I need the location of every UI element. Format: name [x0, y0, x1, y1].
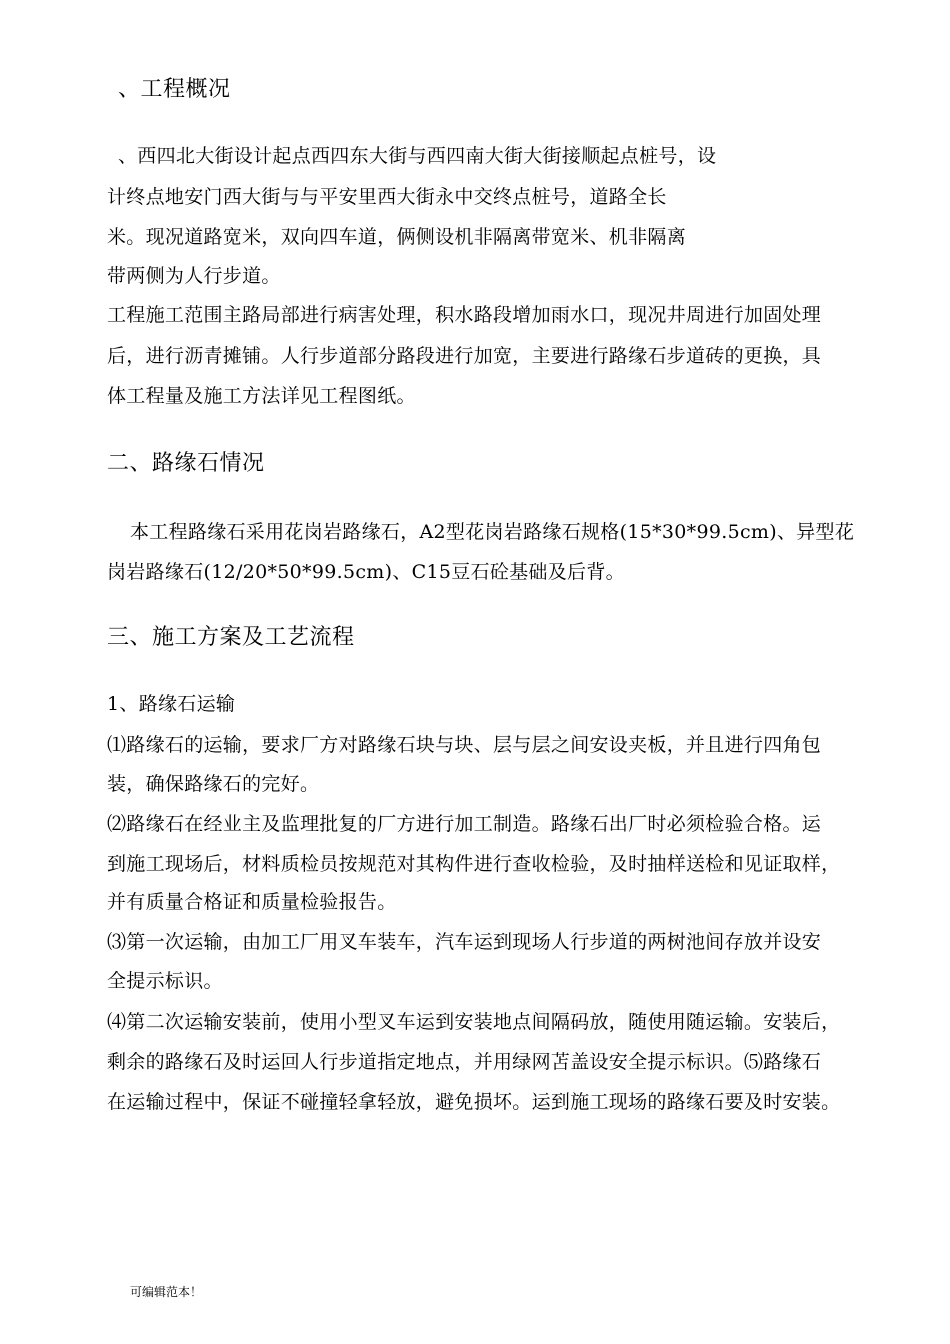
section-heading-construction-plan: 三、施工方案及工艺流程 — [107, 625, 355, 650]
footer-note: 可编辑范本！ — [130, 1285, 203, 1299]
paragraph-line: 计终点地安门西大街与与平安里西大街永中交终点桩号，道路全长 — [107, 186, 667, 208]
paragraph-line: 并有质量合格证和质量检验报告。 — [107, 891, 397, 913]
paragraph-line: 带两侧为人行步道。 — [107, 265, 281, 287]
paragraph-line: ⑴路缘石的运输，要求厂方对路缘石块与块、层与层之间安设夹板，并且进行四角包 — [107, 734, 822, 756]
paragraph-line: 工程施工范围主路局部进行病害处理，积水路段增加雨水口，现况井周进行加固处理 — [107, 304, 822, 326]
paragraph-line: ⑶第一次运输，由加工厂用叉车装车，汽车运到现场人行步道的两树池间存放并设安 — [107, 931, 822, 953]
paragraph-line: 米。现况道路宽米，双向四车道，俩侧设机非隔离带宽米、机非隔离 — [107, 226, 687, 248]
paragraph-line: 后，进行沥青摊铺。人行步道部分路段进行加宽，主要进行路缘石步道砖的更换，具 — [107, 345, 822, 367]
paragraph-line: ⑷第二次运输安装前，使用小型叉车运到安装地点间隔码放，随使用随运输。安装后， — [107, 1011, 841, 1033]
paragraph-line: 到施工现场后，材料质检员按规范对其构件进行查收检验，及时抽样送检和见证取样， — [107, 853, 841, 875]
paragraph-line: 装，确保路缘石的完好。 — [107, 773, 320, 795]
section-heading-overview: 、工程概况 — [118, 77, 231, 102]
paragraph-line: 岗岩路缘石(12/20*50*99.5cm)、C15豆石砼基础及后背。 — [107, 561, 625, 583]
paragraph-line: 剩余的路缘石及时运回人行步道指定地点，并用绿网苫盖设安全提示标识。⑸路缘石 — [107, 1051, 822, 1073]
paragraph-line: 、西四北大街设计起点西四东大街与西四南大街大街接顺起点桩号，设 — [118, 145, 717, 167]
paragraph-line: ⑵路缘石在经业主及监理批复的厂方进行加工制造。路缘石出厂时必须检验合格。运 — [107, 813, 822, 835]
paragraph-line: 在运输过程中，保证不碰撞轻拿轻放，避免损坏。运到施工现场的路缘石要及时安装。 — [107, 1091, 841, 1113]
section-heading-curbstone: 二、路缘石情况 — [107, 451, 265, 476]
subsection-heading: 1、路缘石运输 — [107, 693, 236, 715]
paragraph-line: 本工程路缘石采用花岗岩路缘石，A2型花岗岩路缘石规格(15*30*99.5cm)、异型花 — [130, 521, 855, 543]
paragraph-line: 全提示标识。 — [107, 970, 223, 992]
paragraph-line: 体工程量及施工方法详见工程图纸。 — [107, 385, 416, 407]
